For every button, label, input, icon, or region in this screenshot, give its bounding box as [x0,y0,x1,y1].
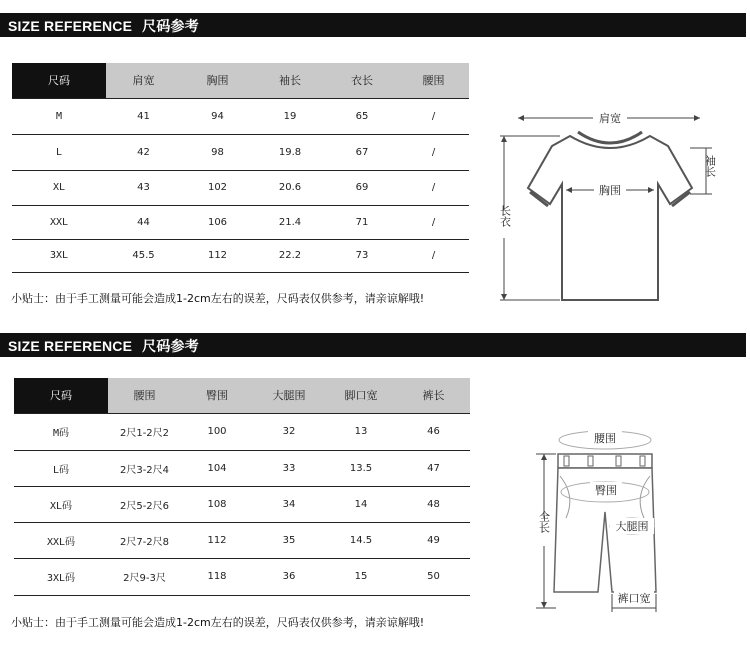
cell: 13 [325,413,397,450]
section1-banner [0,13,746,37]
length-label: 全长 [537,511,551,533]
cell: 94 [181,98,254,134]
table-row [14,558,470,595]
cell: XXL [12,205,106,239]
arrow-head [694,115,700,121]
header-shoulder: 肩宽 [106,63,181,98]
cell: 2尺3-2尺4 [108,450,181,486]
tip-text: 小贴士：由于手工测量可能会造成1-2cm左右的误差，尺码表仅供参考，请亲谅解哦! [11,292,425,305]
cell: 42 [106,134,181,170]
bottom-size-table [14,378,470,596]
table-row [14,413,470,450]
header-size: 尺码 [12,63,106,98]
waistband [558,454,652,468]
tip-text: 小贴士：由于手工测量可能会造成1-2cm左右的误差，尺码表仅供参考，请亲谅解哦! [11,616,425,629]
header-length: 衣长 [326,63,398,98]
cell: 71 [326,205,398,239]
shoulder-label: 肩宽 [599,112,621,125]
cell: 67 [326,134,398,170]
cell: 112 [181,522,253,558]
cell: 47 [397,450,470,486]
cell: 19.8 [254,134,326,170]
arrow-head [501,294,507,300]
arrow-head [541,454,547,460]
cell: 36 [253,558,325,595]
belt-loop [616,456,621,466]
header-hip: 臀围 [181,378,253,413]
belt-loop [640,456,645,466]
table-header-row [12,63,469,98]
header-waist: 腰围 [108,378,181,413]
cell: 65 [326,98,398,134]
hem-label: 裤口宽 [617,592,651,605]
arrow-head [541,602,547,608]
chest-label: 胸围 [599,184,621,197]
cell: 112 [181,239,254,272]
cell: 69 [326,170,398,205]
table-row [12,98,469,134]
table-row [12,239,469,272]
table-header-row [14,378,470,413]
cell: 35 [253,522,325,558]
cell: 2尺7-2尺8 [108,522,181,558]
table-row [14,450,470,486]
cell: 2尺5-2尺6 [108,486,181,522]
header-chest: 胸围 [181,63,254,98]
cell: / [398,239,469,272]
cell: XL码 [14,486,108,522]
cell: 100 [181,413,253,450]
cell: 108 [181,486,253,522]
tshirt-collar [578,132,642,143]
belt-loop [564,456,569,466]
table-row [12,170,469,205]
cell: L码 [14,450,108,486]
cell: 13.5 [325,450,397,486]
cell: 44 [106,205,181,239]
shorts-diagram [526,422,676,614]
cell: 43 [106,170,181,205]
tshirt-body [528,136,692,300]
cell: 104 [181,450,253,486]
table-row [12,134,469,170]
cell: 14 [325,486,397,522]
cell: 21.4 [254,205,326,239]
banner-title-en: SIZE REFERENCE [8,338,133,354]
cell: 118 [181,558,253,595]
banner-title-zh: 尺码参考 [142,18,199,34]
cell: M [12,98,106,134]
table-row [14,522,470,558]
cell: 98 [181,134,254,170]
cell: / [398,170,469,205]
tshirt-diagram [500,96,720,314]
banner-title-zh: 尺码参考 [142,338,199,354]
table-row [12,205,469,239]
cell: 45.5 [106,239,181,272]
cell: 49 [397,522,470,558]
cell: 41 [106,98,181,134]
hip-label: 臀围 [595,484,617,497]
header-length: 裤长 [397,378,470,413]
top-size-table [12,63,469,273]
cell: / [398,205,469,239]
cell: 48 [397,486,470,522]
cell: / [398,134,469,170]
cell: 73 [326,239,398,272]
cell: 22.2 [254,239,326,272]
cell: / [398,98,469,134]
arrow-head [501,136,507,142]
waist-label: 腰围 [594,432,616,445]
cell: 34 [253,486,325,522]
header-hem: 脚口宽 [325,378,397,413]
cell: 3XL [12,239,106,272]
cell: 15 [325,558,397,595]
cell: 46 [397,413,470,450]
cell: M码 [14,413,108,450]
banner-title-en: SIZE REFERENCE [8,18,133,34]
header-thigh: 大腿围 [253,378,325,413]
table-row [14,486,470,522]
cell: 50 [397,558,470,595]
section2-banner [0,333,746,357]
cell: 102 [181,170,254,205]
cell: XXL码 [14,522,108,558]
cell: L [12,134,106,170]
header-sleeve: 袖长 [254,63,326,98]
cell: 33 [253,450,325,486]
belt-loop [588,456,593,466]
header-size: 尺码 [14,378,108,413]
cell: 2尺9-3尺 [108,558,181,595]
sleeve-label: 袖长 [703,155,717,177]
cell: 19 [254,98,326,134]
cell: 2尺1-2尺2 [108,413,181,450]
cell: XL [12,170,106,205]
cell: 106 [181,205,254,239]
cell: 3XL码 [14,558,108,595]
cell: 20.6 [254,170,326,205]
cell: 32 [253,413,325,450]
length-label: 长衣 [498,205,512,227]
header-waist: 腰围 [398,63,469,98]
arrow-head [518,115,524,121]
cell: 14.5 [325,522,397,558]
thigh-label: 大腿围 [615,520,649,533]
